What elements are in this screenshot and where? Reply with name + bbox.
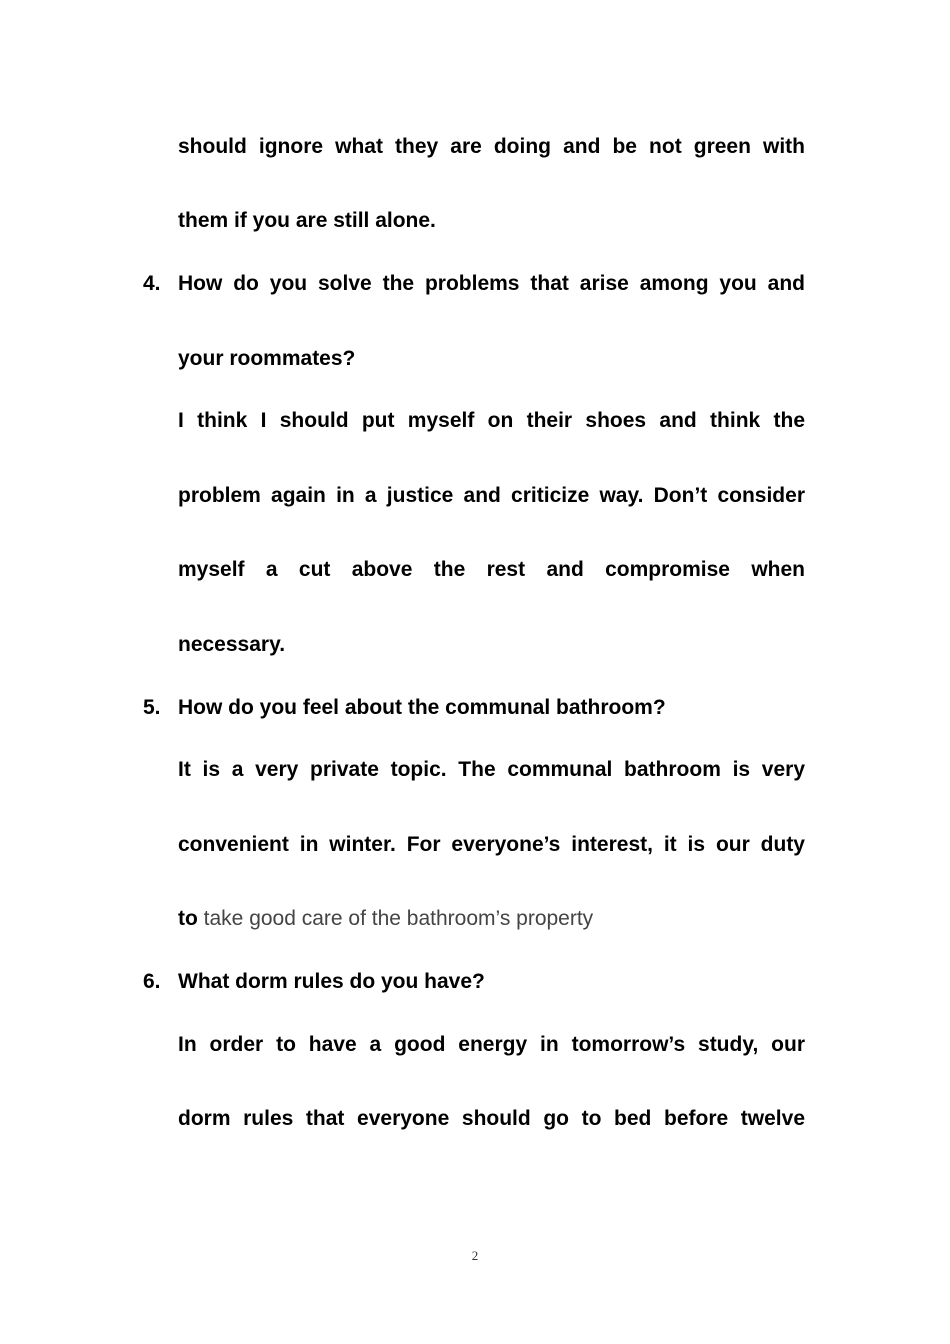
answer-line: myself a cut above the rest and compromise when — [178, 558, 805, 581]
page-number: 2 — [471, 1248, 479, 1263]
answer-line: In order to have a good energy in tomorrow’s study, our — [178, 1033, 805, 1056]
answer-line: problem again in a justice and criticize way. Don’t consider — [178, 484, 805, 507]
list-number: 5. — [143, 696, 161, 719]
answer-line: convenient in winter. For everyone’s interest, it is our duty — [178, 833, 805, 856]
question-line: your roommates? — [178, 347, 356, 370]
answer-line: dorm rules that everyone should go to bed before twelve — [178, 1107, 805, 1130]
answer-line: I think I should put myself on their shoes and think the — [178, 409, 805, 432]
paragraph-line: them if you are still alone. — [178, 209, 436, 232]
paragraph-line: should ignore what they are doing and be not green with — [178, 135, 805, 158]
answer-line: It is a very private topic. The communal bathroom is very — [178, 758, 805, 781]
question-line: What dorm rules do you have? — [178, 970, 485, 993]
list-number: 6. — [143, 970, 161, 993]
question-line: How do you feel about the communal bathroom? — [178, 696, 666, 719]
answer-line-mixed — [178, 905, 805, 933]
list-number: 4. — [143, 272, 161, 295]
answer-line: necessary. — [178, 633, 286, 656]
answer-light-fragment: take good care of the bathroom’s property — [203, 907, 594, 930]
question-line: How do you solve the problems that arise among you and — [178, 272, 805, 295]
answer-bold-fragment: to — [178, 907, 198, 930]
